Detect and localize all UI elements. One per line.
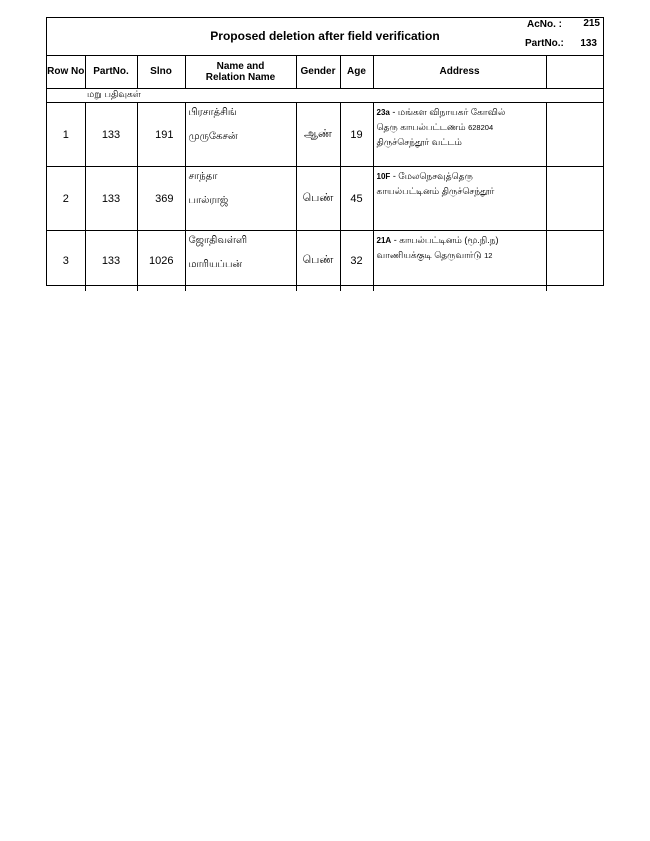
- col-gender: Gender: [296, 55, 340, 89]
- name-cell: [185, 231, 296, 292]
- col-address: Address: [373, 55, 546, 89]
- blank-cell: [546, 167, 603, 231]
- slno: 1026: [137, 231, 185, 292]
- relation-name: பால்ராஜ்: [188, 195, 229, 206]
- row-no: 1: [47, 103, 85, 167]
- address-cell: [373, 167, 546, 231]
- voter-name: ஜோதிவள்ளி: [188, 235, 248, 246]
- address-line-2: வாணியக்குடி தெருவார்டு: [376, 250, 482, 260]
- col-name-line1: Name and: [216, 60, 265, 72]
- relation-name: மாரியப்பன்: [188, 259, 243, 270]
- gender: ஆண்: [296, 103, 340, 167]
- part-no: 133: [85, 103, 137, 167]
- address-line-1: - மேலநெசவுத்தெரு: [392, 171, 473, 181]
- age: 32: [340, 231, 373, 292]
- pincode: 628204: [468, 123, 494, 132]
- ward-no: 12: [484, 251, 493, 260]
- house-no: 10F: [376, 172, 391, 181]
- name-cell: [185, 103, 296, 167]
- col-part-no: PartNo.: [85, 55, 137, 89]
- title-row: [47, 18, 603, 56]
- section-row: [47, 89, 603, 103]
- age: 19: [340, 103, 373, 167]
- deletion-list-table: [46, 17, 604, 286]
- ac-no-value: 215: [583, 18, 600, 29]
- col-age: Age: [340, 55, 373, 89]
- address-line-1: - மங்கள விநாயகர் கோவில்: [392, 107, 506, 117]
- address-line-2: தெரு காயல்பட்டணம்: [376, 122, 466, 132]
- house-no: 21A: [376, 236, 392, 245]
- records-grid: [47, 55, 603, 291]
- slno: 369: [137, 167, 185, 231]
- blank-cell: [546, 231, 603, 292]
- voter-name: சாந்தா: [188, 171, 218, 182]
- table-row: [47, 103, 603, 167]
- voter-name: பிரசாத்சிங்: [188, 107, 237, 118]
- slno: 191: [137, 103, 185, 167]
- col-name-line2: Relation Name: [205, 71, 276, 83]
- address-line-2: காயல்பட்டினம் திருச்செந்தூர்: [376, 186, 495, 196]
- blank-cell: [546, 103, 603, 167]
- table-row: [47, 167, 603, 231]
- house-no: 23a: [376, 108, 390, 117]
- address-line-1: - காயல்பட்டினம் (மூ.நி.ந): [393, 235, 499, 245]
- ac-no-label: AcNo. :: [527, 19, 562, 30]
- address-line-3: திருச்செந்தூர் வட்டம்: [376, 137, 462, 147]
- gender: பெண்: [296, 231, 340, 292]
- row-no: 2: [47, 167, 85, 231]
- part-no-value: 133: [580, 38, 597, 49]
- part-no-label: PartNo.:: [525, 38, 564, 49]
- col-name: [185, 55, 296, 89]
- col-slno: Slno: [137, 55, 185, 89]
- col-blank: [546, 55, 603, 89]
- gender: பெண்: [296, 167, 340, 231]
- part-no: 133: [85, 231, 137, 292]
- section-label: மறு பதிவுகள்: [87, 89, 141, 99]
- row-no: 3: [62, 255, 69, 267]
- table-row: [47, 231, 603, 292]
- address-cell: [373, 231, 546, 292]
- address-cell: [373, 103, 546, 167]
- age: 45: [340, 167, 373, 231]
- name-cell: [185, 167, 296, 231]
- part-no: 133: [85, 167, 137, 231]
- relation-name: முருகேசன்: [188, 131, 238, 142]
- header-row: [47, 55, 603, 89]
- page-title: Proposed deletion after field verification: [210, 29, 440, 43]
- col-row-no: Row No: [47, 55, 85, 89]
